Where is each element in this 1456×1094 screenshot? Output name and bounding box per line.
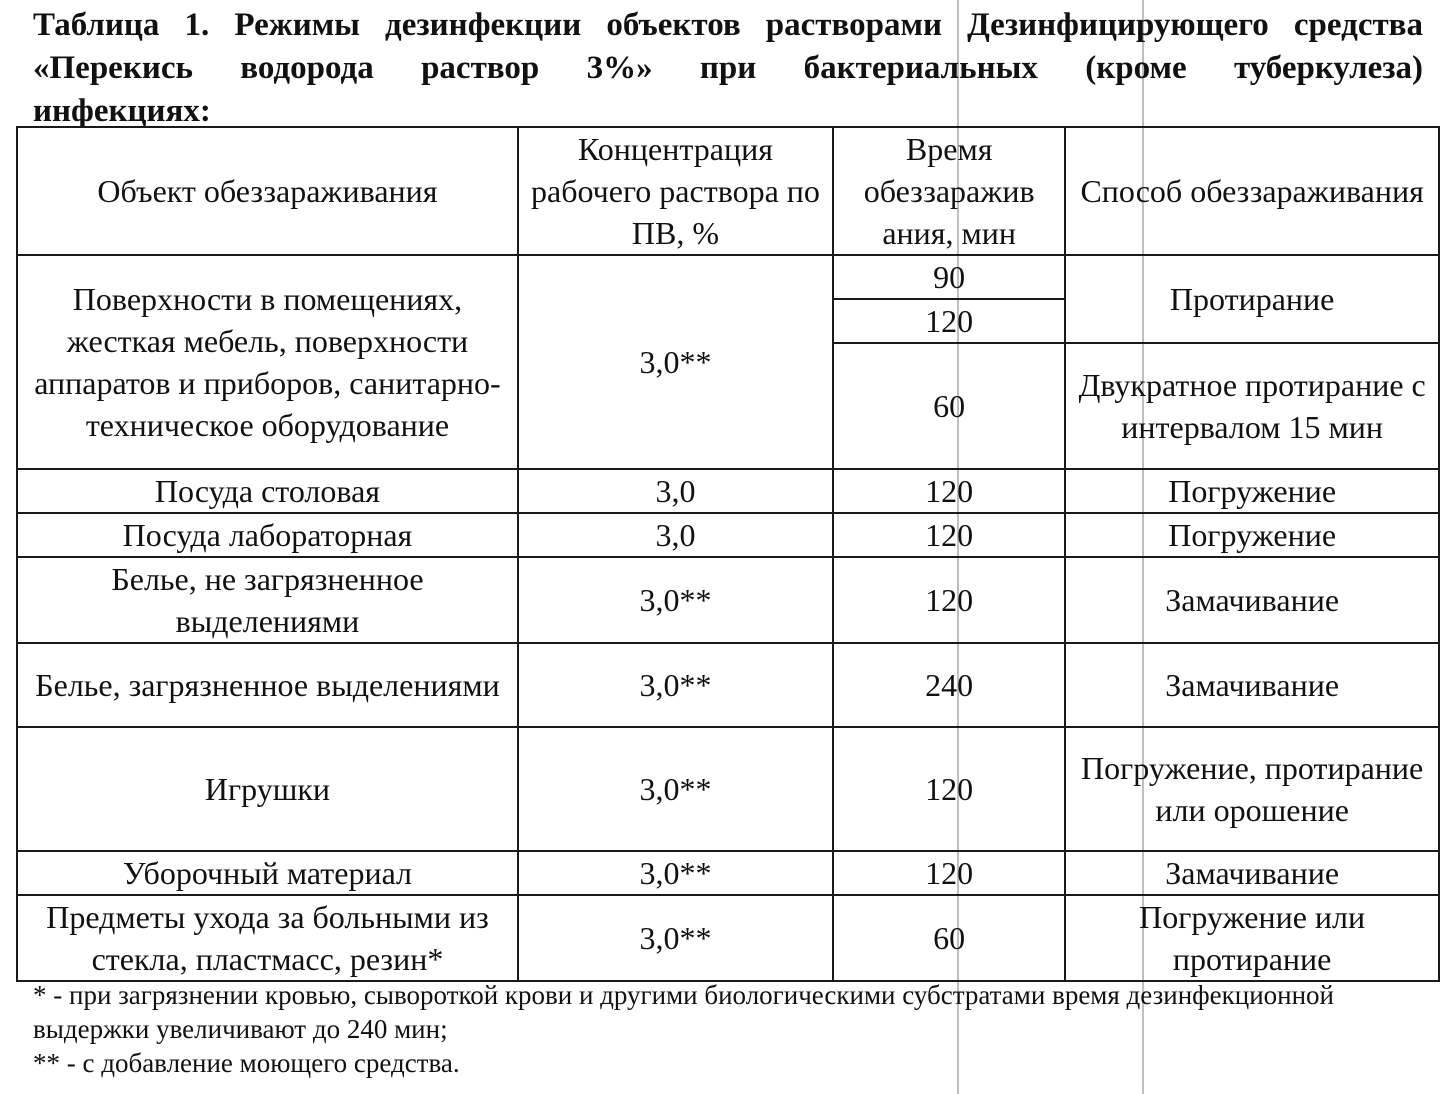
table-row bbox=[17, 851, 1439, 895]
cell-object: Уборочный материал bbox=[17, 851, 518, 895]
cell-concentration: 3,0** bbox=[518, 643, 833, 727]
header-method: Способ обеззараживания bbox=[1065, 127, 1439, 255]
cell-object: Поверхности в помещениях, жесткая мебель, поверхности аппаратов и приборов, санитарно-техническое оборудование bbox=[17, 255, 518, 469]
footnote-single-asterisk: * - при загрязнении кровью, сывороткой крови и другими биологическими субстратами время дезинфекционной выдержки увеличивают до 240 мин; bbox=[33, 980, 1335, 1044]
cell-time: 120 bbox=[833, 727, 1065, 851]
cell-time: 90 bbox=[833, 255, 1065, 299]
cell-method: Погружение, протирание или орошение bbox=[1065, 727, 1439, 851]
table-row bbox=[17, 513, 1439, 557]
cell-time: 120 bbox=[833, 299, 1065, 343]
cell-time: 120 bbox=[833, 851, 1065, 895]
cell-method: Замачивание bbox=[1065, 851, 1439, 895]
cell-object: Белье, не загрязненное выделениями bbox=[17, 557, 518, 643]
table-footnotes bbox=[33, 978, 1433, 1080]
caption-line-3: инфекциях: bbox=[33, 93, 211, 129]
cell-concentration: 3,0** bbox=[518, 255, 833, 469]
cell-method: Двукратное протирание с интервалом 15 мин bbox=[1065, 343, 1439, 469]
table-row bbox=[17, 727, 1439, 851]
header-object: Объект обеззараживания bbox=[17, 127, 518, 255]
footnote-double-asterisk: ** - с добавление моющего средства. bbox=[33, 1048, 460, 1078]
cell-object: Игрушки bbox=[17, 727, 518, 851]
caption-line-2: «Перекись водорода раствор 3%» при бактериальных (кроме туберкулеза) bbox=[33, 50, 1423, 86]
cell-concentration: 3,0** bbox=[518, 727, 833, 851]
cell-time: 60 bbox=[833, 895, 1065, 981]
cell-time: 60 bbox=[833, 343, 1065, 469]
cell-method: Замачивание bbox=[1065, 557, 1439, 643]
cell-time: 120 bbox=[833, 513, 1065, 557]
cell-method: Замачивание bbox=[1065, 643, 1439, 727]
cell-object: Предметы ухода за больными из стекла, пластмасс, резин* bbox=[17, 895, 518, 981]
header-concentration: Концентрация рабочего раствора по ПВ, % bbox=[518, 127, 833, 255]
header-time: Время обеззаражив ания, мин bbox=[833, 127, 1065, 255]
cell-method: Протирание bbox=[1065, 255, 1439, 343]
table-row bbox=[17, 255, 1439, 299]
table-row bbox=[17, 643, 1439, 727]
cell-object: Посуда столовая bbox=[17, 469, 518, 513]
cell-object: Посуда лабораторная bbox=[17, 513, 518, 557]
table-row bbox=[17, 895, 1439, 981]
table-row bbox=[17, 469, 1439, 513]
table-caption bbox=[33, 4, 1423, 133]
table-header-row bbox=[17, 127, 1439, 255]
cell-method: Погружение или протирание bbox=[1065, 895, 1439, 981]
cell-method: Погружение bbox=[1065, 513, 1439, 557]
cell-concentration: 3,0** bbox=[518, 895, 833, 981]
cell-method: Погружение bbox=[1065, 469, 1439, 513]
cell-time: 120 bbox=[833, 557, 1065, 643]
cell-concentration: 3,0** bbox=[518, 557, 833, 643]
cell-object: Белье, загрязненное выделениями bbox=[17, 643, 518, 727]
cell-time: 240 bbox=[833, 643, 1065, 727]
caption-line-1: Таблица 1. Режимы дезинфекции объектов растворами Дезинфицирующего средства bbox=[33, 7, 1423, 43]
table-row bbox=[17, 557, 1439, 643]
disinfection-modes-table bbox=[16, 126, 1440, 982]
cell-concentration: 3,0 bbox=[518, 469, 833, 513]
cell-concentration: 3,0** bbox=[518, 851, 833, 895]
cell-concentration: 3,0 bbox=[518, 513, 833, 557]
cell-time: 120 bbox=[833, 469, 1065, 513]
